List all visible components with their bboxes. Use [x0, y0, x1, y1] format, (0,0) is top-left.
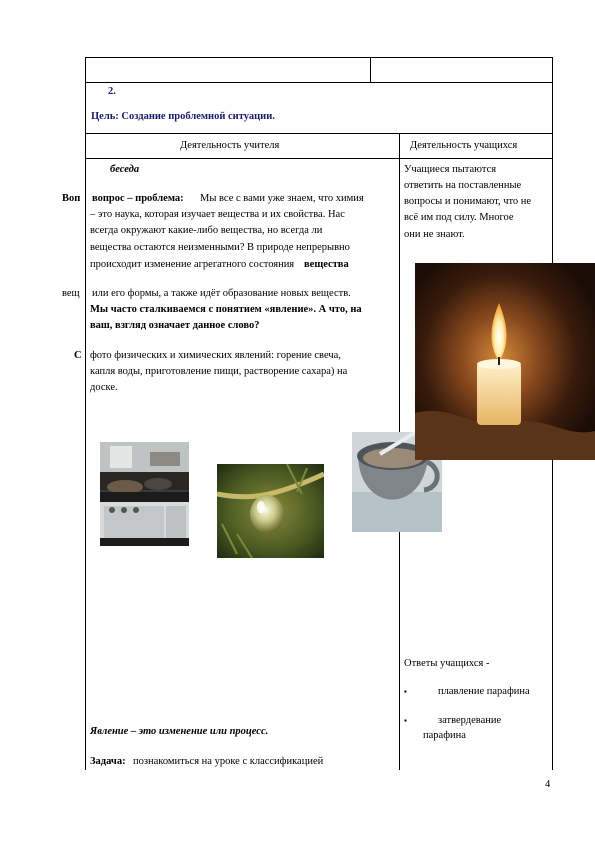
- kitchen-photo: [100, 442, 189, 546]
- photo-lead: С: [74, 350, 82, 361]
- word-substances: вещества: [304, 259, 349, 270]
- table-border-top: [85, 57, 553, 58]
- water-drop-photo: [217, 464, 324, 558]
- page-number: 4: [545, 779, 551, 790]
- question-line-3: всегда окружают какие-либо вещества, но всегда ли: [90, 225, 323, 236]
- phenomenon-question-line-2: ваш, взгляд означает данное слово?: [90, 320, 260, 331]
- question-line-2: – это наука, которая изучает вещества и их свойства. Нас: [90, 209, 345, 220]
- students-intro-line-4: всё им под силу. Многое: [404, 212, 514, 223]
- method-label: беседа: [110, 164, 140, 175]
- photo-line-3: доске.: [90, 382, 118, 393]
- section-number: 2.: [108, 86, 116, 97]
- question-line-4: вещества остаются неизменными? В природе непрерывно: [90, 242, 350, 253]
- photo-line-2: капля воды, приготовление пищи, растворение сахара) на: [90, 366, 348, 377]
- table-row-divider-3: [85, 158, 553, 159]
- answer-item-2-cont: парафина: [423, 730, 466, 741]
- question-lead: Воп: [62, 193, 81, 204]
- answer-item-2: затвердевание: [438, 715, 502, 726]
- goal-text: Цель: Создание проблемной ситуации.: [91, 111, 275, 122]
- answer-item-1: плавление парафина: [438, 686, 530, 697]
- table-border-left: [85, 57, 86, 770]
- answers-label: Ответы учащихся -: [404, 658, 490, 669]
- task-text: познакомиться на уроке с классификацией: [133, 756, 324, 767]
- table-row-divider-1: [85, 82, 553, 83]
- students-intro-line-5: они не знают.: [404, 229, 465, 240]
- question-line-1: Мы все с вами уже знаем, что химия: [200, 193, 364, 204]
- question-label: вопрос – проблема:: [92, 193, 184, 204]
- table-top-cell-divider: [370, 57, 371, 83]
- students-column-header: Деятельность учащихся: [410, 140, 518, 151]
- students-intro-line-3: вопросы и понимают, что не: [404, 196, 532, 207]
- bullet-icon: ▪: [404, 687, 407, 696]
- photo-line-1: фото физических и химических явлений: горение свеча,: [90, 350, 341, 361]
- phenomenon-question-line-1: Мы часто сталкиваемся с понятием «явление». А что, на: [90, 304, 362, 315]
- definition-text: Явление – это изменение или процесс.: [90, 726, 269, 737]
- bullet-icon: ▪: [404, 716, 407, 725]
- students-intro-line-1: Учащиеся пытаются: [404, 164, 497, 175]
- task-label: Задача:: [90, 756, 126, 767]
- table-row-divider-2: [85, 133, 553, 134]
- forms-line-lead: вещ: [62, 288, 80, 299]
- candle-photo: [415, 263, 595, 460]
- forms-line: или его формы, а также идёт образование новых веществ.: [92, 288, 351, 299]
- teacher-column-header: Деятельность учителя: [180, 140, 280, 151]
- question-line-5: происходит изменение агрегатного состояния: [90, 259, 295, 270]
- students-intro-line-2: ответить на поставленные: [404, 180, 522, 191]
